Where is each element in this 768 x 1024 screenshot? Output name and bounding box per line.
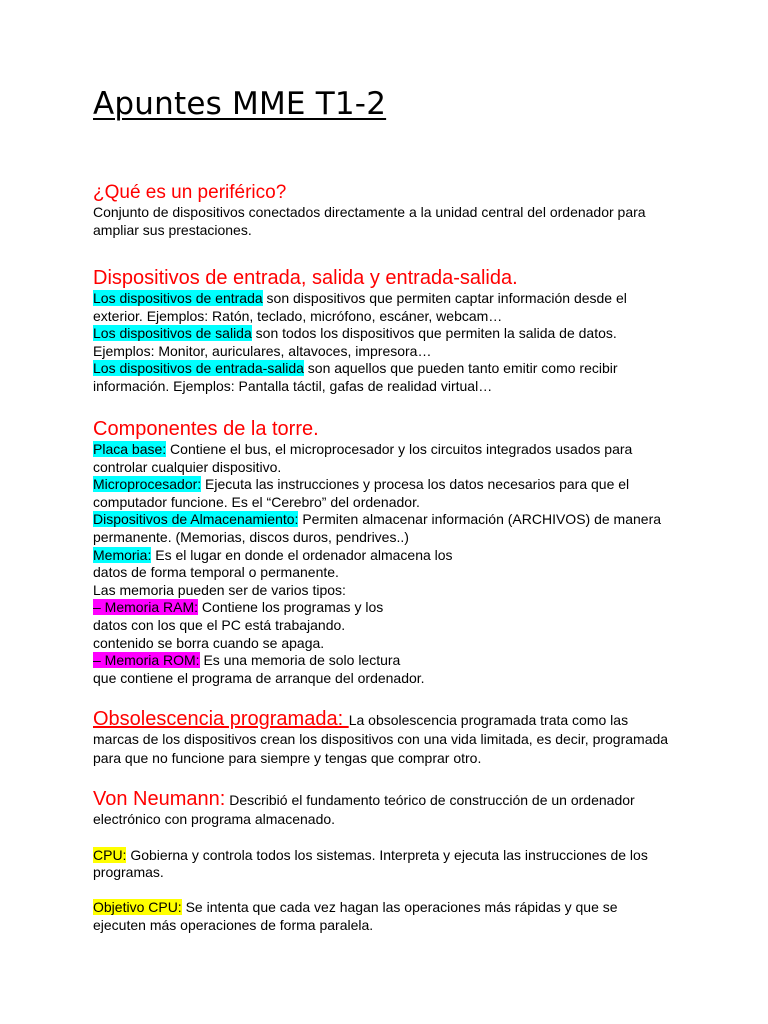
highlight-microprocesador: Microprocesador: xyxy=(93,476,202,493)
highlight-almacenamiento: Dispositivos de Almacenamiento: xyxy=(93,511,299,528)
text-rom-2: que contiene el programa de arranque del ordenador. xyxy=(93,669,425,686)
highlight-entrada: Los dispositivos de entrada xyxy=(93,290,263,306)
paragraph-von-neumann xyxy=(93,790,673,829)
text-obsolescencia: La obsolescencia programada trata como las marcas de los dispositivos crean los dispositivos con una vida limitada, es decir, programada para que no funcione para siempre y tengas que comprar otro. xyxy=(93,712,669,766)
section-periferico xyxy=(93,181,673,239)
highlight-objetivo-cpu: Objetivo CPU: xyxy=(93,899,182,916)
text-rom-1: Es una memoria de solo lectura xyxy=(199,652,401,669)
section-obsolescencia xyxy=(93,710,673,768)
highlight-entrada-salida: Los dispositivos de entrada-salida xyxy=(93,360,304,377)
text-ram-1: Contiene los programas y los xyxy=(198,599,384,616)
section-dispositivos xyxy=(93,267,673,396)
paragraph-objetivo-cpu xyxy=(93,899,673,934)
text-ram-2: datos con los que el PC está trabajando. xyxy=(93,616,346,633)
heading-componentes: Componentes de la torre. xyxy=(93,418,319,440)
text-memoria-3: Las memoria pueden ser de varios tipos: xyxy=(93,581,346,598)
text-almacenamiento: Permiten almacenar información (ARCHIVOS) de manera permanente. (Memorias, discos duros, pendrives..) xyxy=(93,511,662,545)
text-ram-3: contenido se borra cuando se apaga. xyxy=(93,634,325,651)
text-cpu: Gobierna y controla todos los sistemas. Interpreta y ejecuta las instrucciones de los programas. xyxy=(93,846,648,881)
highlight-placa-base: Placa base: xyxy=(93,441,167,457)
paragraph-componentes xyxy=(93,441,673,687)
highlight-memoria-ram: – Memoria RAM: xyxy=(93,599,199,616)
text-entrada-salida: son aquellos que pueden tanto emitir como recibir información. Ejemplos: Pantalla táctil, gafas de realidad virtual… xyxy=(93,360,618,394)
paragraph-periferico: Conjunto de dispositivos conectados directamente a la unidad central del ordenador para ampliar sus prestaciones. xyxy=(93,204,646,238)
highlight-cpu: CPU: xyxy=(93,846,127,863)
text-microprocesador: Ejecuta las instrucciones y procesa los datos necesarios para que el computador funcione. Es el “Cerebro” del ordenador. xyxy=(93,476,630,510)
text-salida: son todos los dispositivos que permiten la salida de datos. Ejemplos: Monitor, auriculares, altavoces, impresora… xyxy=(93,325,617,359)
heading-dispositivos: Dispositivos de entrada, salida y entrada-salida. xyxy=(93,267,518,289)
paragraph-obsolescencia xyxy=(93,710,673,768)
text-entrada: son dispositivos que permiten captar información desde el exterior. Ejemplos: Ratón, teclado, micrófono, escáner, webcam… xyxy=(93,290,627,324)
paragraph-cpu xyxy=(93,847,673,882)
text-placa-base: Contiene el bus, el microprocesador y los circuitos integrados usados para controlar cualquier dispositivo. xyxy=(93,441,633,475)
text-objetivo-cpu: Se intenta que cada vez hagan las operaciones más rápidas y que se ejecuten más operaciones de forma paralela. xyxy=(93,899,618,933)
heading-periferico: ¿Qué es un periférico? xyxy=(93,182,287,203)
text-memoria-1: Es el lugar en donde el ordenador almacena los xyxy=(151,546,453,563)
heading-von-neumann: Von Neumann: xyxy=(93,788,226,810)
page-title: Apuntes MME T1-2 xyxy=(93,86,387,122)
text-memoria-2: datos de forma temporal o permanente. xyxy=(93,564,339,581)
highlight-memoria-rom: – Memoria ROM: xyxy=(93,652,200,669)
paragraph-dispositivos xyxy=(93,290,673,396)
highlight-salida: Los dispositivos de salida xyxy=(93,325,252,342)
section-componentes xyxy=(93,418,673,687)
section-von-neumann xyxy=(93,790,673,935)
heading-obsolescencia: Obsolescencia programada: xyxy=(93,708,349,730)
text-von-neumann: Describió el fundamento teórico de construcción de un ordenador electrónico con programa almacenado. xyxy=(93,792,635,827)
highlight-memoria: Memoria: xyxy=(93,546,152,563)
